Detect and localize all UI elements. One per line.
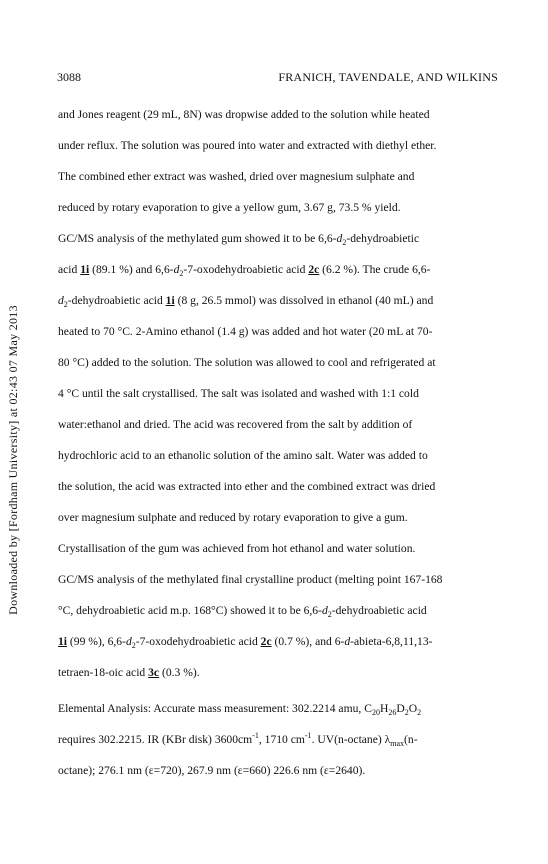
text-fragment: O [408,702,418,715]
body-line-8: heated to 70 °C. 2-Amino ethanol (1.4 g) was added and hot water (20 mL at 70- [58,325,433,338]
subscript: 2 [417,708,422,717]
body-line-15: Crystallisation of the gum was achieved from hot ethanol and water solution. [58,542,416,555]
text-fragment: -dehydroabietic acid [67,294,166,307]
subscript: 2 [63,300,68,309]
italic-d: d [173,263,180,276]
body-line-17 [58,604,427,618]
body-line-4: reduced by rotary evaporation to give a yellow gum, 3.67 g, 73.5 % yield. [58,201,401,214]
body-line-19 [58,666,200,680]
text-fragment: (89.1 %) and 6,6- [89,263,174,276]
body-line-20 [58,702,421,716]
running-head: FRANICH, TAVENDALE, AND WILKINS [278,70,498,84]
text-fragment: (0.3 %). [159,666,200,679]
subscript: 2 [342,238,347,247]
text-fragment: . UV(n-octane) [311,733,385,746]
text-fragment: -dehydroabietic acid [331,604,427,617]
italic-d: d [125,635,132,648]
text-fragment: (n- [404,733,418,746]
text-fragment: (99 %), 6,6- [67,635,126,648]
body-line-11: water:ethanol and dried. The acid was recovered from the salt by addition of [58,418,413,431]
body-line-12: hydrochloric acid to an ethanolic solution of the amino salt. Water was added to [58,449,428,462]
body-line-21 [58,733,418,747]
page-number: 3088 [57,70,81,84]
body-line-5 [58,232,419,246]
body-line-22: octane); 276.1 nm (ε=720), 267.9 nm (ε=660) 226.6 nm (ε=2640). [58,764,366,777]
subscript: 2 [179,269,184,278]
text-fragment: requires 302.2215. IR (KBr disk) 3600cm [58,733,253,746]
body-line-3: The combined ether extract was washed, dried over magnesium sulphate and [58,170,415,183]
compound-ref-3c: 3c [148,666,160,679]
text-fragment: -7-oxodehydroabietic acid [183,263,309,276]
subscript: 20 [371,708,380,717]
body-line-10: 4 °C until the salt crystallised. The salt was isolated and washed with 1:1 cold [58,387,419,400]
compound-ref-1i: 1i [165,294,175,307]
compound-ref-2c: 2c [308,263,320,276]
compound-ref-2c: 2c [260,635,272,648]
body-line-16: GC/MS analysis of the methylated final crystalline product (melting point 167-168 [58,573,443,586]
text-fragment: (6.2 %). The crude 6,6- [319,263,431,276]
subscript: max [390,739,405,748]
text-fragment: -abieta-6,8,11,13- [350,635,433,648]
body-line-9: 80 °C) added to the solution. The solution was allowed to cool and refrigerated at [58,356,436,369]
subscript: 2 [131,641,136,650]
body-line-1: and Jones reagent (29 mL, 8N) was dropwise added to the solution while heated [58,108,430,121]
body-line-18 [58,635,432,649]
italic-d: d [344,635,351,648]
text-fragment: Elemental Analysis: Accurate mass measurement: 302.2214 amu, C [58,702,372,715]
body-line-2: under reflux. The solution was poured into water and extracted with diethyl ether. [58,139,437,152]
body-line-7 [58,294,433,308]
lambda-symbol: λ [384,733,391,746]
text-fragment: °C, dehydroabietic acid m.p. 168°C) showed it to be 6,6- [58,604,322,617]
subscript: 2 [404,708,409,717]
body-line-6 [58,263,430,277]
italic-d: d [321,604,328,617]
text-fragment: (8 g, 26.5 mmol) was dissolved in ethanol (40 mL) and [174,294,434,307]
text-fragment: D [396,702,405,715]
italic-d: d [58,294,64,307]
subscript: 2 [327,610,332,619]
text-fragment: tetraen-18-oic acid [58,666,149,679]
text-fragment: H [379,702,389,715]
text-fragment: , 1710 cm [258,733,305,746]
compound-ref-1i: 1i [80,263,90,276]
subscript: 26 [388,708,397,717]
text-fragment: (0.7 %), and 6- [271,635,345,648]
compound-ref-1i: 1i [58,635,68,648]
body-line-13: the solution, the acid was extracted into ether and the combined extract was dried [58,480,436,493]
text-fragment: GC/MS analysis of the methylated gum showed it to be 6,6- [58,232,337,245]
italic-d: d [336,232,343,245]
text-fragment: -7-oxodehydroabietic acid [135,635,261,648]
superscript: -1 [304,731,312,740]
body-line-14: over magnesium sulphate and reduced by rotary evaporation to give a gum. [58,511,408,524]
download-watermark-text: Downloaded by [Fordham University] at 02:43 07 May 2013 [6,305,20,615]
text-fragment: acid [58,263,81,276]
text-fragment: -dehydroabietic [346,232,420,245]
superscript: -1 [252,731,259,740]
